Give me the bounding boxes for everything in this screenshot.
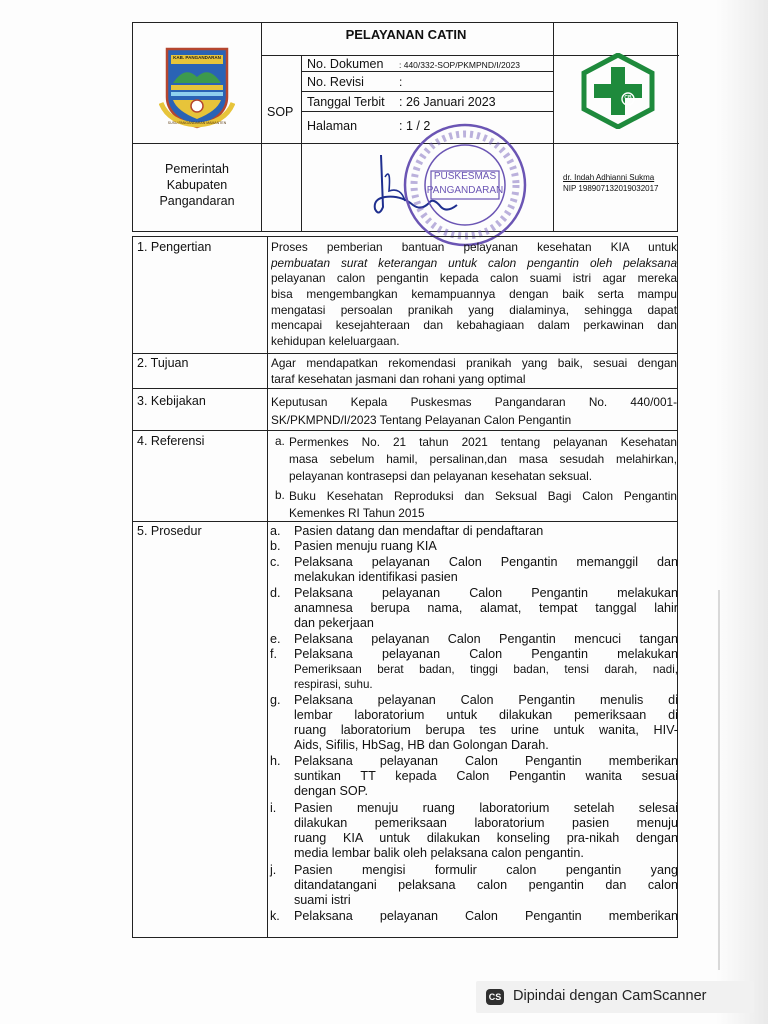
text-line: respirasi, suhu. (294, 678, 373, 691)
text-line: pembuatan surat keterangan untuk calon pengantin oleh pelaksana (271, 255, 677, 270)
text-line: Pasien datang dan mendaftar di pendaftaran (294, 524, 544, 538)
government-line: Pemerintah (165, 162, 229, 176)
text-line: Pelaksana pelayanan Calon Pengantin memberikan (294, 909, 678, 923)
meta-row-line (301, 71, 553, 72)
text-line: taraf kesehatan jasmani dan rohani yang optimal (271, 371, 526, 386)
procedure-step-letter: d. (270, 586, 281, 600)
text-line: kehidupan keleluargaan. (271, 334, 400, 349)
procedure-step-letter: h. (270, 754, 281, 768)
procedure-step-letter: c. (270, 555, 280, 569)
table-row-divider (133, 388, 677, 389)
text-line: mencapai kesejahteraan dan kebahagiaan dalam perkawinan dan (271, 318, 677, 333)
text-line: suami istri (294, 893, 351, 907)
text-line: Pemeriksaan berat badan, tinggi badan, tensi darah, nadi, (294, 663, 678, 676)
text-line: pelayanan calon pengantin kepada calon suami istri agar mereka (271, 271, 677, 286)
logo-banner-text: KAB. PANGANDARAN (173, 55, 221, 60)
puskesmas-stamp (401, 121, 529, 249)
text-line: media lembar balik oleh pelaksana calon pengantin. (294, 846, 584, 860)
section-label-tujuan: 2. Tujuan (137, 356, 189, 370)
camscanner-watermark (476, 981, 754, 1013)
list-item-letter: a. (275, 434, 285, 448)
procedure-step-letter: g. (270, 693, 281, 707)
text-line: melakukan identifikasi pasien (294, 570, 458, 584)
camscanner-logo-icon: CS (486, 989, 504, 1005)
procedure-step-letter: k. (270, 909, 280, 923)
logo-motto-text: SUSU PANGANDARAN MAMANTEN (167, 121, 227, 125)
list-item (275, 434, 677, 490)
section-label-referensi: 4. Referensi (137, 434, 205, 448)
text-line: Kemenkes RI Tahun 2015 (289, 506, 425, 520)
signatory-name: dr. Indah Adhianni Sukma (563, 173, 655, 182)
procedure-step-letter: f. (270, 647, 277, 661)
section-label-kebijakan: 3. Kebijakan (137, 394, 206, 408)
procedure-step-letter: a. (270, 524, 281, 538)
document-title: PELAYANAN CATIN (345, 27, 467, 42)
text-line: Pelaksana pelayanan Calon Pengantin memanggil dan (294, 555, 678, 569)
text-line: mengatasi persoalan pranikah yang dialaminya, sehingga dapat (271, 302, 677, 317)
meta-value-tanggal-terbit: : 26 Januari 2023 (399, 95, 496, 109)
text-line: dan pekerjaan (294, 616, 374, 630)
table-row-divider (133, 353, 677, 354)
text-line: dilakukan pemeriksaan laboratorium pasien menuju (294, 816, 678, 830)
section-label-pengertian: 1. Pengertian (137, 240, 212, 254)
meta-label-no-revisi: No. Revisi (307, 75, 364, 89)
meta-value-no-dokumen: : 440/332-SOP/PKMPND/I/2023 (399, 60, 520, 70)
meta-label-tanggal-terbit: Tanggal Terbit (307, 95, 385, 109)
table-column-divider (267, 237, 268, 937)
government-line: Pangandaran (159, 194, 235, 208)
sop-header-block (132, 22, 678, 232)
text-line: anamnesa berupa nama, alamat, tempat tanggal lahir (294, 601, 678, 615)
text-line: pelayanan kontrasepsi dan pelayanan kesehatan seksual. (289, 469, 593, 483)
text-line: suntikan TT kepada Calon Pengantin wanita sesuai (294, 769, 678, 783)
sop-label: SOP (267, 105, 294, 119)
text-line: ruang laboratorium berupa tes urine untuk wanita, HIV- (294, 723, 678, 737)
section-text-kebijakan (271, 393, 677, 429)
meta-value-no-revisi: : (399, 75, 403, 89)
text-line: Pelaksana pelayanan Calon Pengantin mencuci tangan (294, 632, 678, 646)
stamp-text-pangandaran: PANGANDARAN (426, 185, 504, 196)
text-line: Pelaksana pelayanan Calon Pengantin menulis di (294, 693, 678, 707)
text-line: Pelaksana pelayanan Calon Pengantin melakukan (294, 586, 678, 600)
text-line: Permenkes No. 21 tahun 2021 tentang pelayanan Kesehatan (289, 435, 677, 449)
text-line: masa sebelum hamil, persalinan,dan masa sesudah melahirkan, (289, 452, 677, 466)
procedure-step-letter: b. (270, 539, 281, 553)
text-line: SK/PKMPND/I/2023 Tentang Pelayanan Calon Pengantin (271, 413, 572, 427)
stamp-text-puskesmas: PUSKESMAS (433, 171, 497, 182)
meta-value-halaman: : 1 / 2 (399, 119, 431, 133)
government-line: Kabupaten (166, 178, 228, 192)
text-line: Buku Kesehatan Reproduksi dan Seksual Bagi Calon Pengantin (289, 489, 677, 503)
text-line: Pasien menuju ruang laboratorium setelah selesai (294, 801, 678, 815)
puskesmas-logo-text: CB (624, 95, 632, 101)
procedure-step-letter: i. (270, 801, 277, 815)
text-line: Agar mendapatkan rekomendasi pranikah yang baik, sesuai dengan (271, 356, 677, 370)
text-line: dengan SOP. (294, 784, 368, 798)
list-item (275, 488, 677, 522)
procedure-step-letter: e. (270, 632, 281, 646)
text-line: bisa mengembangkan kemampuannya dengan baik serta mampu (271, 287, 677, 302)
text-line: ditandatangani pelaksana calon pengantin dan calon (294, 878, 678, 892)
meta-label-halaman: Halaman (307, 119, 358, 133)
procedure-step-letter: j. (270, 863, 277, 877)
section-label-prosedur: 5. Prosedur (137, 524, 202, 538)
sop-content-table (132, 236, 678, 938)
table-row-divider (133, 430, 677, 431)
text-line: Pelaksana pelayanan Calon Pengantin memberikan (294, 754, 678, 768)
section-text-tujuan (271, 356, 677, 387)
meta-row-line (301, 111, 553, 112)
section-text-pengertian (271, 240, 677, 350)
text-line: lembar laboratorium untuk dilakukan pemeriksaan di (294, 708, 678, 722)
meta-row-line (301, 91, 553, 92)
text-line: Proses pemberian bantuan pelayanan kesehatan KIA untuk (271, 240, 677, 254)
text-line: Pasien mengisi formulir calon pengantin yang (294, 863, 678, 877)
text-line: ruang KIA untuk dilakukan konseling pra-nikah dengan (294, 831, 678, 845)
text-line: Pasien menuju ruang KIA (294, 539, 437, 553)
paper-fold-line (718, 590, 720, 970)
kabupaten-pangandaran-logo (159, 43, 235, 129)
text-line: Keputusan Kepala Puskesmas Pangandaran No. 440/001- (271, 395, 677, 409)
list-item-letter: b. (275, 488, 285, 502)
meta-label-no-dokumen: No. Dokumen (307, 57, 384, 71)
camscanner-text: Dipindai dengan CamScanner (513, 988, 707, 1004)
government-label (133, 161, 261, 209)
text-line: Pelaksana pelayanan Calon Pengantin melakukan (294, 647, 678, 661)
text-line: Aids, Sifilis, HbSag, HB dan Golongan Darah. (294, 738, 549, 752)
puskesmas-logo (581, 53, 655, 129)
paper-edge-shadow (716, 0, 768, 1024)
signatory-nip: NIP 198907132019032017 (563, 184, 659, 193)
